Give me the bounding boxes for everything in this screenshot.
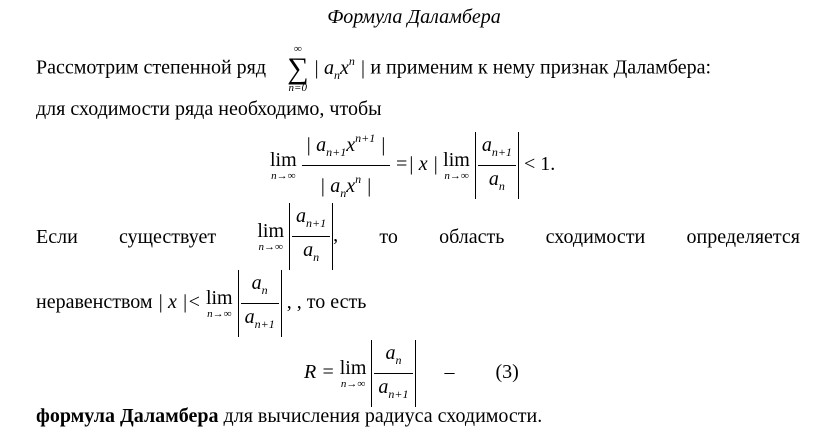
text-inequality-intro: неравенством [36,291,153,314]
limit-operator: lim n→∞ [257,219,285,253]
word: область [439,225,505,248]
abs-x-less: | x |< [157,291,201,314]
limit-operator: lim n→∞ [339,356,367,390]
paragraph-conclusion [36,404,542,428]
paragraph-condition: для сходимости ряда необходимо, чтобы [36,98,382,120]
page-title: Формула Даламбера [327,6,501,28]
text-inequality-rest: , , то есть [286,291,367,314]
eq-abs-x: =| x | [394,153,439,176]
series-term: | $a_nx^n$ | [313,53,366,82]
text-series-rest: и применим к нему признак Даламбера: [370,56,712,79]
word: определяется [686,225,800,248]
ratio-fraction: $\frac{| a_{n+1}x^{n+1} |}{| a_nx^n |}$ [302,125,390,206]
abs-ratio: $\frac{a_{n+1}}{a_n}$ [475,132,519,199]
less-than-one: < 1. [523,153,556,176]
word: то [379,225,398,248]
conclusion-text: для вычисления радиуса сходимости. [218,405,543,427]
sigma-sign: ∑ [287,52,309,85]
paragraph-series [36,44,711,94]
equation-ratio-test [270,125,555,206]
abs-inverse-ratio: $\frac{a_n}{a_{n+1}}$ [238,270,282,337]
sum-symbol [287,44,308,94]
radius-R: R = [304,361,335,384]
limit-operator: lim n→∞ [270,148,297,182]
abs-ratio: $\frac{a_{n+1}}{a_n}$ [289,203,333,270]
word: существует [119,225,217,248]
sum-upper-limit: ∞ [293,43,302,55]
sum-lower-limit: n=0 [288,82,307,94]
equation-number: (3) [495,361,519,384]
limit-expression: lim n→∞ $\frac{a_{n+1}}{a_n}$ , [257,203,338,270]
text-series-intro: Рассмотрим степенной ряд [36,56,267,79]
abs-inverse-ratio: $\frac{a_n}{a_{n+1}}$ [371,340,415,407]
bold-term: формула Даламбера [36,405,219,427]
word: Если [36,225,78,248]
limit-operator: lim n→∞ [205,286,233,320]
limit-operator: lim n→∞ [443,148,470,182]
equation-dash: – [444,361,455,384]
paragraph-if-exists [36,203,800,270]
equation-radius [304,340,519,407]
paragraph-inequality [36,270,366,337]
word: сходимости [545,225,646,248]
